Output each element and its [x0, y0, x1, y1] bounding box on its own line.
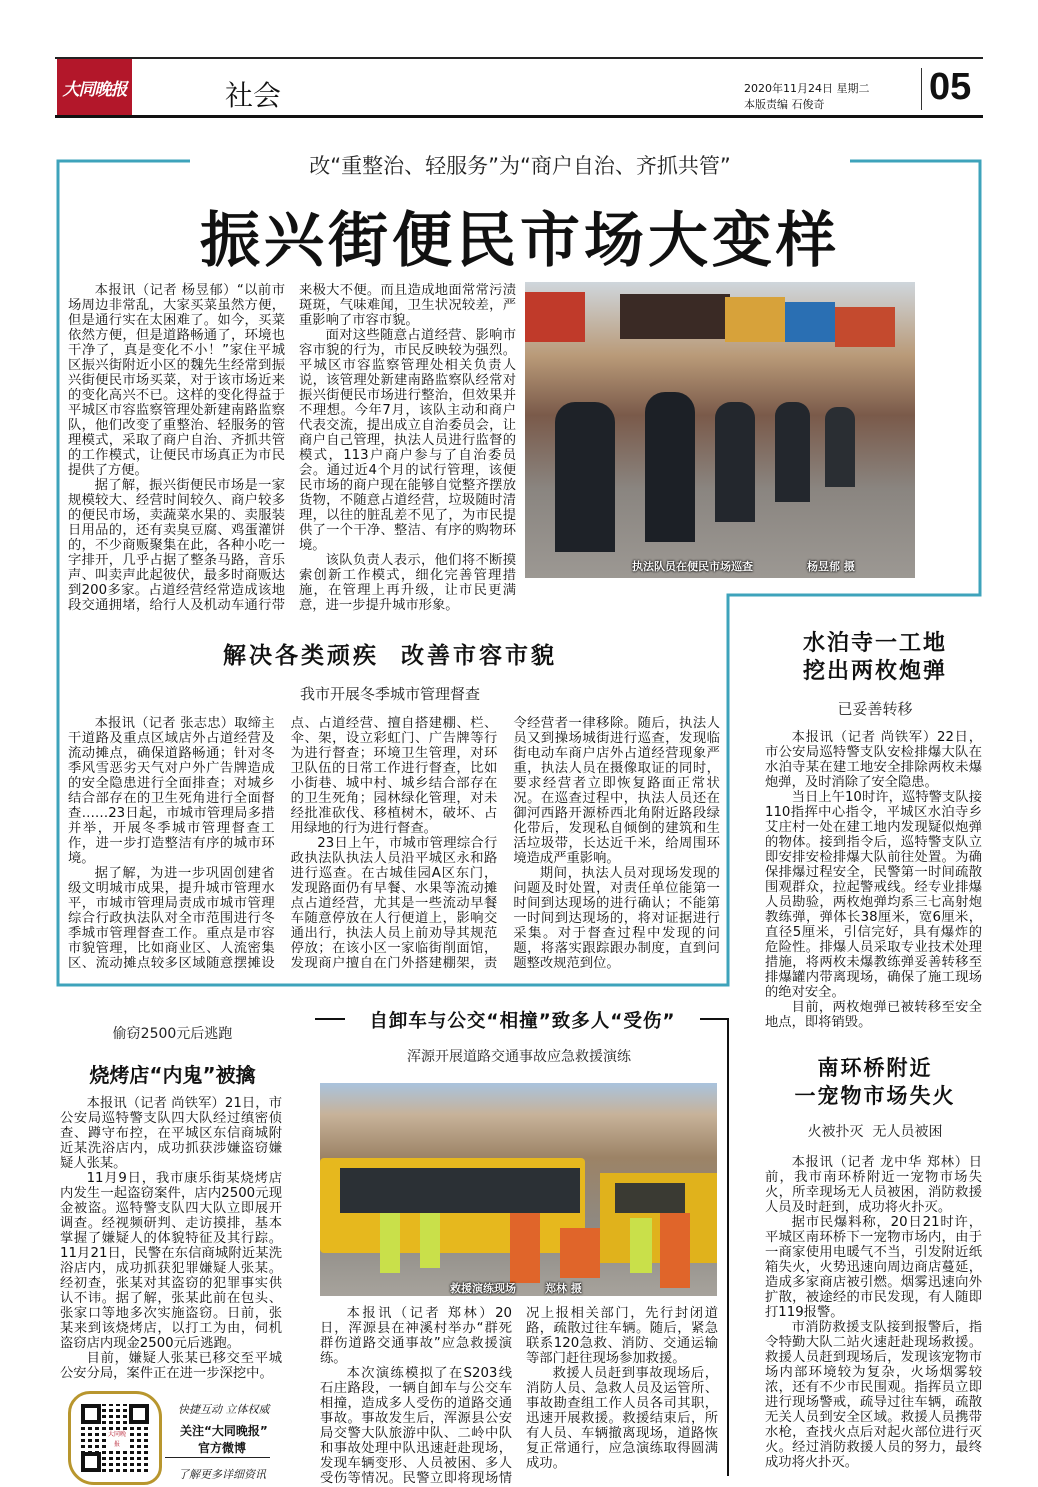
qr-center-logo: 大同晚报 — [107, 1431, 126, 1448]
paragraph: 目前，两枚炮弹已被转移至安全地点，即将销毁。 — [765, 1000, 982, 1030]
paragraph: 据市民爆料称，20日21时许，平城区南环桥下一宠物市场内，由于一商家使用电暖气不当，引发附近纸箱失火，火势迅速向周边商店蔓延，造成多家商店被引燃。烟雾迅速向外扩散，被途经的市民发现，有人随即打119报警。 — [765, 1215, 982, 1320]
paragraph: 据了解，为进一步巩固创建省级文明城市成果，提升城市管理水平，市城市管理局责成市城市管理综合行政执法队对全市范围进行冬季城市管理督查工作。重点是市容市貌管理，比如商业区、人流密集区、流动摊点较多区域随意摆摊设点、占道经营、擅自搭建棚、栏、伞、架，设立彩虹门、广告牌等行为进行督查；环境卫生管理，对环卫队伍的日常工作进行督查，比如小街巷、城中村、城乡结合部存在的卫生死角；园林绿化管理，对未经批准砍伐、移植树木，破坏、占用绿地的行为进行督查。 — [68, 716, 498, 971]
promo-divider — [165, 1457, 270, 1458]
paragraph: 本报讯（记者 龙中华 郑林）日前，我市南环桥附近一宠物市场失火，所幸现场无人员被困，消防救援人员及时赶到，成功将火扑灭。 — [765, 1155, 982, 1215]
section-name: 社会 — [225, 79, 282, 112]
drill-body — [320, 1306, 718, 1486]
masthead-top-rule — [55, 57, 983, 59]
city-subhead: 我市开展冬季城市管理督查 — [299, 685, 480, 703]
photo-caption: 执法队员在便民市场巡查 — [632, 560, 753, 573]
paragraph: 本报讯（记者 尚铁军）22日，市公安局巡特警支队安检排爆大队在水泊寺某在建工地安全排除两枚未爆炮弹，及时消除了安全隐患。 — [765, 730, 982, 790]
masthead-bottom-rule — [55, 115, 983, 118]
weibo-qr-code[interactable] — [68, 1391, 162, 1485]
headline-line: 水泊寺一工地 — [802, 631, 947, 656]
promo-block — [68, 1391, 283, 1487]
theft-headline: 烧烤店“内鬼”被擒 — [89, 1063, 256, 1087]
paragraph: 市消防救援支队接到报警后，指令特勤大队二站火速赶赴现场救援。救援人员赶到现场后，发现该宠物市场内部环境较为复杂，火场烟雾较浓，还有不少市民围观。指挥员立即进行现场警戒，疏导过往车辆，疏散无关人员到安全区域。救援人员携带水枪，查找火点后对起火部位进行灭火。经过消防救援人员的努力，最终成功将火扑灭。 — [765, 1320, 982, 1470]
drill-subhead: 浑源开展道路交通事故应急救援演练 — [407, 1049, 631, 1065]
lead-body — [68, 283, 516, 613]
lead-kicker: 改“重整治、轻服务”为“商户自治、齐抓共管” — [309, 154, 731, 178]
paragraph: 本报讯（记者 郑林）20日，浑源县在神溪村举办“群死群伤道路交通事故”应急救援演练。 — [320, 1306, 512, 1366]
promo-line-1: 快捷互动 立体权威 — [178, 1403, 270, 1416]
page-editor: 本版责编 石俊奇 — [744, 98, 825, 111]
headline-line: 挖出两枚炮弹 — [802, 659, 947, 684]
paragraph: 期间，执法人员对现场发现的问题及时处置，对责任单位能第一时间到达现场的进行确认；不能第一时间到达现场的，将对证据进行采集。对于督查过程中发现的问题，将落实跟踪跟办制度，直到问题整改规范到位。 — [513, 866, 720, 971]
photo-credit: 杨昱郁 摄 — [807, 560, 855, 573]
paragraph: 目前，嫌疑人张某已移交至平城公安分局，案件正在进一步深挖中。 — [60, 1351, 282, 1381]
shell-headline — [760, 630, 990, 686]
photo-caption: 救援演练现场 — [450, 1282, 516, 1295]
drill-photo — [320, 1083, 717, 1296]
theft-kicker: 偷窃2500元后逃跑 — [112, 1026, 233, 1042]
paragraph: 据了解，振兴街便民市场是一家规模较大、经营时间较久、商户较多的便民市场，卖蔬菜水果的、卖服装日用品的，还有卖臭豆腐、鸡蛋灌饼的，不少商贩聚集在此，各种小吃一字排开，几乎占据了整条马路，音乐声、叫卖声此起彼伏，最多时商贩达到200多家。占道经营经常造成该地段交通拥堵，给行人及机动车通行带来极大不便。而且造成地面常常污渍斑斑，气味难闻，卫生状况较差，严重影响了市容市貌。 — [68, 283, 516, 613]
paragraph: 当日上午10时许，巡特警支队接110指挥中心指令，平城区水泊寺乡艾庄村一处在建工地内发现疑似炮弹的物体。接到指令后，巡特警支队立即安排安检排爆大队前往处置。为确保排爆过程安全，民警第一时间疏散围观群众，拉起警戒线。经专业排爆人员勘验，两枚炮弹均系三七高射炮教练弹，弹体长38厘米，宽6厘米，直径5厘米，引信完好，具有爆炸的危险性。排爆人员采取专业技术处理措施，将两枚未爆教练弹妥善转移至排爆罐内带离现场，确保了施工现场的绝对安全。 — [765, 790, 982, 1000]
drill-headline: 自卸车与公交“相撞”致多人“受伤” — [369, 1011, 676, 1032]
issue-date: 2020年11月24日 星期二 — [744, 82, 870, 95]
paragraph: 23日上午，市城市管理综合行政执法队执法人员沿平城区永和路进行巡查。在古城佳园A区东门，发现路面仍有早餐、水果等流动摊点占道经营，尤其是一些流动早餐车随意停放在人行便道上，影响交通出行，执法人员上前劝导其规范停放；在该小区一家临街削面馆，发现商户擅自在门外搭建棚架，责令经营者一律移除。随后，执法人员又到操场城街进行巡查，发现临街电动车商户店外占道经营现象严重，执法人员在摄像取证的同时，要求经营者立即恢复路面正常状况。在巡查过程中，执法人员还在御河西路开源桥西北角附近路段绿化带后，发现私自倾倒的建筑和生活垃圾带，长达近千米，给周围环境造成严重影响。 — [290, 716, 720, 971]
masthead-divider — [921, 68, 922, 110]
paragraph: 面对这些随意占道经营、影响市容市貌的行为，市民反映较为强烈。平城区市容监察管理处相关负责人说，该管理处新建南路监察队经常对振兴街便民市场进行整治，但效果并不理想。今年7月，该队主动和商户代表交流，提出成立自治委员会，让商户自己管理，执法人员进行监督的模式，113户商户参与了自治委员会。通过近4个月的试行管理，该便民市场的商户现在能够自觉整齐摆放货物，不随意占道经营，垃圾随时清理，以往的脏乱差不见了，为市民提供了一个干净、整洁、有序的购物环境。 — [299, 328, 516, 553]
theft-body — [60, 1096, 282, 1381]
promo-line-2: 关注“大同晚报” — [180, 1424, 268, 1438]
promo-line-4: 了解更多详细资讯 — [178, 1468, 266, 1481]
paragraph: 本报讯（记者 尚铁军）21日，市公安局巡特警支队四大队经过缜密侦查、蹲守布控，在平城区东信商城附近某洗浴店内，成功抓获涉嫌盗窃嫌疑人张某。 — [60, 1096, 282, 1171]
paragraph: 11月9日，我市康乐街某烧烤店内发生一起盗窃案件，店内2500元现金被盗。巡特警支队四大队立即展开调查。经视频研判、走访摸排，基本掌握了嫌疑人的体貌特征及其行踪。11月21日，民警在东信商城附近某洗浴店内，成功抓获犯罪嫌疑人张某。经初查，张某对其盗窃的犯罪事实供认不讳。据了解，张某此前在包头、张家口等地多次实施盗窃。日前，张某来到该烧烤店，以打工为由，伺机盗窃店内现金2500元后逃跑。 — [60, 1171, 282, 1351]
fire-headline — [760, 1054, 990, 1110]
fire-subhead: 火被扑灭 无人员被困 — [807, 1124, 943, 1140]
paragraph: 本次演练模拟了在S203线石庄路段，一辆自卸车与公交车相撞，造成多人受伤的道路交通事故。事故发生后，浑源县公安局交警大队旅游中队、二岭中队和事故处理中队迅速赶赴现场，发现车辆变形、人员被困、多人受伤等情况。民警立即将现场情况上报相关部门，先行封闭道路，疏散过往车辆。随后，紧急联系120急救、消防、交通运输等部门赶往现场参加救援。 — [320, 1306, 718, 1486]
lead-headline: 振兴街便民市场大变样 — [200, 206, 840, 276]
photo-credit: 郑林 摄 — [545, 1282, 582, 1295]
paragraph: 本报讯（记者 杨昱郁）“以前市场周边非常乱，大家买菜虽然方便，但是通行实在太困难了。如今，买菜依然方便，但是道路畅通了，环境也干净了，真是变化不小！”家住平城区振兴街附近小区的魏先生经常到振兴街便民市场买菜，对于该市场近来的变化高兴不已。这样的变化得益于平城区市容监察管理处新建南路监察队，他们改变了重整治、轻服务的管理模式，采取了商户自治、齐抓共管的工作模式，让便民市场真正为市民提供了方便。 — [68, 283, 285, 478]
shell-body — [765, 730, 982, 1030]
market-photo — [525, 282, 915, 578]
page-number: 05 — [929, 66, 972, 108]
paragraph: 本报讯（记者 张志忠）取缔主干道路及重点区域店外占道经营及流动摊点，确保道路畅通；针对冬季风雪恶劣天气对户外广告牌造成的安全隐患进行全面排查；对城乡结合部存在的卫生死角进行全面督查……23日起，市城市管理局多措并举，开展冬季城市管理督查工作，进一步打造整洁有序的城市环境。 — [68, 716, 275, 866]
headline-line: 南环桥附近 — [817, 1056, 933, 1080]
headline-line: 一宠物市场失火 — [794, 1084, 956, 1108]
shell-subhead: 已妥善转移 — [837, 700, 913, 718]
paragraph: 该队负责人表示，他们将不断摸索创新工作模式，细化完善管理措施，在管理上再升级，让市民更满意，进一步提升城市形象。 — [299, 553, 516, 613]
city-body — [68, 716, 720, 971]
promo-line-3: 官方微博 — [198, 1441, 247, 1455]
paragraph: 救援人员赶到事故现场后，消防人员、急救人员及运管所、事故勘查组工作人员各司其职，迅速开展救援。救援结束后，所有人员、车辆撤离现场，道路恢复正常通行，应急演练取得圆满成功。 — [526, 1366, 718, 1471]
city-headline: 解决各类顽疾 改善市容市貌 — [222, 643, 557, 669]
fire-body — [765, 1155, 982, 1470]
newspaper-logo[interactable]: 大同晚报 — [57, 59, 132, 116]
